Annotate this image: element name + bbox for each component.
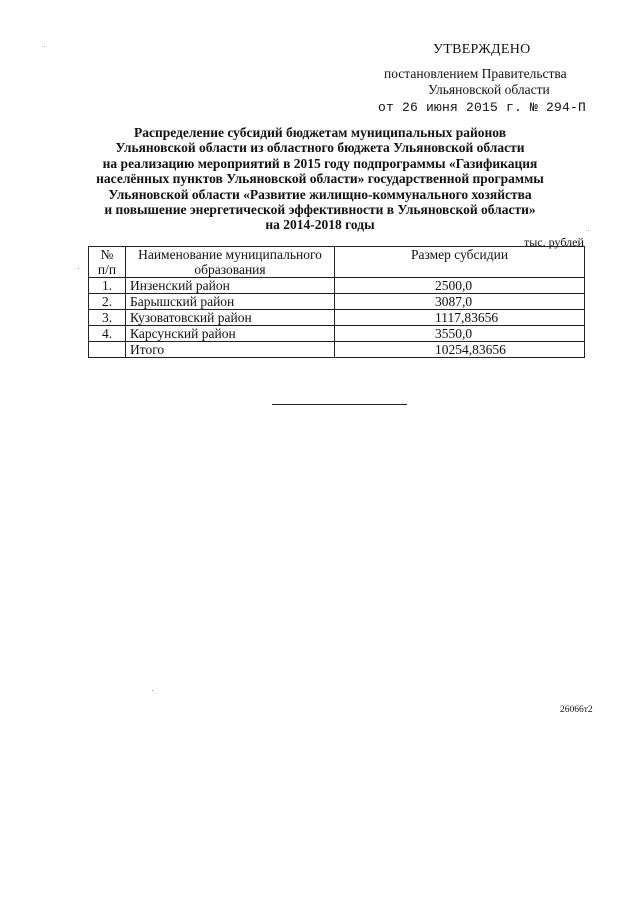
header-name bbox=[126, 247, 335, 278]
subsidy-table bbox=[88, 246, 585, 358]
header-number bbox=[89, 247, 126, 278]
header-name-line1: Наименование муниципального bbox=[138, 247, 322, 262]
header-number-line1: № bbox=[100, 247, 114, 262]
scan-speck bbox=[44, 46, 45, 47]
row-amount: 3550,0 bbox=[335, 326, 585, 342]
row-amount: 1117,83656 bbox=[335, 310, 585, 326]
row-number: 2. bbox=[89, 294, 126, 310]
header-name-line2: образования bbox=[194, 262, 266, 277]
document-number: 26066т2 bbox=[560, 705, 593, 715]
row-name: Барышский район bbox=[126, 294, 335, 310]
row-amount: 3087,0 bbox=[335, 294, 585, 310]
units-label: тыс. рублей bbox=[524, 235, 584, 249]
total-label: Итого bbox=[126, 342, 335, 358]
table-row bbox=[89, 294, 585, 310]
table-row bbox=[89, 278, 585, 294]
title-line: населённых пунктов Ульяновской области» государственной программы bbox=[96, 171, 544, 187]
title-line: на реализацию мероприятий в 2015 году подпрограммы «Газификация bbox=[102, 155, 538, 171]
title-line: Распределение субсидий бюджетам муниципальных районов bbox=[133, 125, 507, 140]
row-name: Карсунский район bbox=[126, 326, 335, 342]
row-name: Инзенский район bbox=[126, 278, 335, 294]
row-number: 1. bbox=[89, 278, 126, 294]
total-number bbox=[89, 342, 126, 358]
table-row bbox=[89, 326, 585, 342]
scan-speck bbox=[78, 268, 79, 269]
table-row bbox=[89, 310, 585, 326]
approved-stamp: УТВЕРЖДЕНО bbox=[433, 42, 531, 57]
title-line: на 2014-2018 годы bbox=[265, 217, 375, 233]
decree-date: от 26 июня 2015 г. № 294-П bbox=[378, 100, 587, 115]
total-amount: 10254,83656 bbox=[335, 342, 585, 358]
decree-line-1: постановлением Правительства bbox=[384, 66, 567, 81]
table-header-row bbox=[89, 247, 585, 278]
header-amount: Размер субсидии bbox=[335, 247, 585, 278]
title-line: и повышение энергетической эффективности в Ульяновской области» bbox=[104, 202, 536, 218]
closing-rule bbox=[272, 404, 407, 405]
header-number-line2: п/п bbox=[97, 262, 117, 277]
document-title bbox=[60, 125, 580, 233]
title-line: Ульяновской области «Развитие жилищно-коммунального хозяйства bbox=[108, 186, 532, 202]
scan-speck bbox=[588, 230, 589, 231]
row-number: 4. bbox=[89, 326, 126, 342]
table-total-row bbox=[89, 342, 585, 358]
row-number: 3. bbox=[89, 310, 126, 326]
row-amount: 2500,0 bbox=[335, 278, 585, 294]
scan-speck bbox=[152, 690, 153, 691]
row-name: Кузоватовский район bbox=[126, 310, 335, 326]
title-line: Ульяновской области из областного бюджета Ульяновской области bbox=[115, 140, 525, 156]
decree-line-2: Ульяновской области bbox=[428, 82, 550, 97]
